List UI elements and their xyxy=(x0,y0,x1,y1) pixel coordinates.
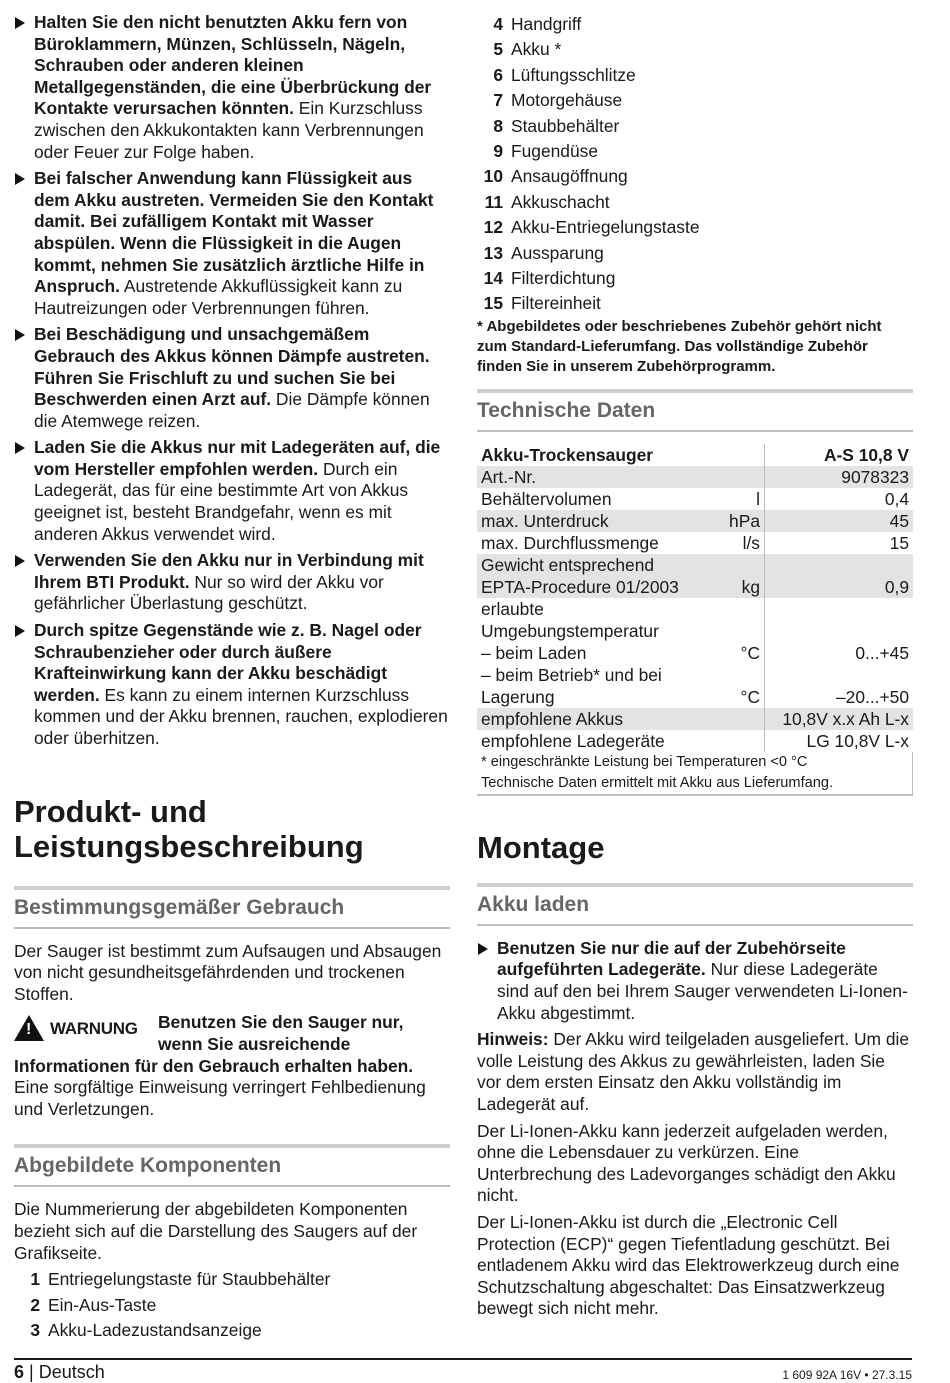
table-row: max. Durchflussmenge l/s 15 xyxy=(477,532,913,554)
page-footer xyxy=(14,1358,912,1382)
footer-language: Deutsch xyxy=(38,1362,105,1382)
footnote-temperature: * eingeschränkte Leistung bei Temperaturen <0 °C xyxy=(481,753,808,770)
list-item: 1 Entriegelungstaste für Staubbehälter xyxy=(30,1269,331,1290)
table-row: – beim Laden °C 0...+45 xyxy=(477,642,913,664)
components-intro: Die Nummerierung der abgebildeten Komponenten bezieht sich auf die Darstellung des Saugers auf der Grafikseite. xyxy=(14,1199,418,1263)
right-column xyxy=(477,12,913,1320)
table-row: empfohlene Akkus 10,8V x.x Ah L-x xyxy=(477,708,913,730)
safety-bullet-list xyxy=(14,12,450,750)
safety-bullet: Bei falscher Anwendung kann Flüssigkeit aus dem Akku austreten. Vermeiden Sie den Kontakt damit. Bei zufälligem Kontakt mit Wasser abspülen. Wenn die Flüssigkeit in die Augen kommt, nehmen Sie zusätzlich ärztliche Hilfe in Anspruch. Austretende Akkuflüssigkeit kann zu Hautreizungen oder Verbrennungen führen. xyxy=(14,168,450,319)
list-item: 10 Ansaugöffnung xyxy=(483,166,628,187)
section-title-product: Produkt- und Leistungsbeschreibung xyxy=(14,793,364,864)
bullet-triangle-icon xyxy=(15,625,25,637)
safety-bullet: Laden Sie die Akkus nur mit Ladegeräten auf, die vom Hersteller empfohlen werden. Durch ein Ladegerät, das für eine bestimmte Art von Akkus geeignet ist, besteht Brandgefahr, wenn es mit anderen Akkus verwendet wird. xyxy=(14,437,450,545)
components-list-left xyxy=(14,1267,450,1343)
table-header-row: Akku-Trockensauger A-S 10,8 V xyxy=(477,444,913,466)
use-paragraph: Der Sauger ist bestimmt zum Aufsaugen und Absaugen von nicht gesundheitsgefährdenden und trockenen Stoffen. xyxy=(14,940,442,1004)
safety-bullet: Halten Sie den nicht benutzten Akku fern von Büroklammern, Münzen, Schlüsseln, Nägeln, Schrauben oder anderen kleinen Metallgegenständen, die eine Überbrückung der Kontakte verursachen könnten. Ein Kurzschluss zwischen den Akkukontakten kann Verbrennungen oder Feuer zur Folge haben. xyxy=(14,12,450,163)
bullet-triangle-icon xyxy=(15,17,25,29)
list-item: 9 Fugendüse xyxy=(493,141,599,162)
table-row: empfohlene Ladegeräte LG 10,8V L-x xyxy=(477,730,913,752)
footer-doc-number: 1 609 92A 16V • 27.3.15 xyxy=(782,1368,912,1382)
subsection-heading-charge: Akku laden xyxy=(477,883,913,926)
list-item: 4 Handgriff xyxy=(493,14,582,34)
footer-page-info: 6 | Deutsch xyxy=(14,1362,105,1382)
warning-label: WARNUNG xyxy=(50,1018,138,1038)
table-row: Gewicht entsprechend EPTA-Procedure 01/2003 kg 0,9 xyxy=(477,554,913,598)
list-item: 11 Akkuschacht xyxy=(484,191,610,212)
list-item: 8 Staubbehälter xyxy=(493,115,620,136)
bullet-triangle-icon xyxy=(15,329,25,341)
paragraph-charging: Der Li-Ionen-Akku kann jederzeit aufgeladen werden, ohne die Lebensdauer zu verkürzen. Eine Unterbrechung des Ladevorganges schädigt den Akku nicht. xyxy=(477,1120,896,1206)
safety-bullet: Bei Beschädigung und unsachgemäßem Gebrauch des Akkus können Dämpfe austreten. Führen Sie Frischluft zu und suchen Sie bei Beschwerden einen Arzt auf. Die Dämpfe können die Atemwege reizen. xyxy=(14,324,450,432)
bullet-triangle-icon xyxy=(15,442,25,454)
table-row: Behältervolumen l 0,4 xyxy=(477,488,913,510)
list-item: 13 Aussparung xyxy=(483,242,604,263)
list-item: 2 Ein-Aus-Taste xyxy=(30,1294,157,1315)
subsection-heading-technical: Technische Daten xyxy=(477,389,913,432)
list-item: 5 Akku * xyxy=(493,39,562,60)
subsection-heading-use: Bestimmungsgemäßer Gebrauch xyxy=(14,886,450,929)
warning-block xyxy=(14,1012,450,1120)
left-column xyxy=(14,12,450,1343)
charge-bullet: Benutzen Sie nur die auf der Zubehörseite aufgeführten Ladegeräte. Nur diese Ladegeräte sind auf den bei Ihrem Sauger verwendeten Li-Ionen-Akku abgestimmt. xyxy=(477,938,913,1024)
warning-badge xyxy=(14,1013,154,1043)
components-list-right xyxy=(477,12,913,317)
bullet-triangle-icon xyxy=(15,173,25,185)
table-row: – beim Betrieb* und bei Lagerung °C –20...+50 xyxy=(477,664,913,708)
table-row: erlaubte Umgebungstemperatur xyxy=(477,598,913,642)
warning-bold-text: Benutzen Sie den Sauger nur, wenn Sie ausreichende Informationen für den Gebrauch erhalten haben. xyxy=(14,1012,414,1076)
safety-bullet: Durch spitze Gegenstände wie z. B. Nagel oder Schraubenzieher oder durch äußere Krafteinwirkung kann der Akku beschädigt werden. Es kann zu einem internen Kurzschluss kommen und der Akku brennen, rauchen, explodieren oder überhitzen. xyxy=(14,620,450,750)
list-item: 14 Filterdichtung xyxy=(483,268,616,289)
section-title-assembly: Montage xyxy=(477,829,605,865)
bullet-triangle-icon xyxy=(15,555,25,567)
page-number: 6 xyxy=(14,1362,25,1382)
paragraph-ecp: Der Li-Ionen-Akku ist durch die „Electronic Cell Protection (ECP)“ gegen Tiefentladung geschützt. Bei entladenem Akku wird das Elektrowerkzeug durch eine Schutzschaltung abgeschaltet: Das Einsatzwerkzeug bewegt sich nicht mehr. xyxy=(477,1212,900,1319)
list-item: 3 Akku-Ladezustandsanzeige xyxy=(30,1319,262,1340)
bullet-triangle-icon xyxy=(478,943,488,955)
subsection-heading-components: Abgebildete Komponenten xyxy=(14,1144,450,1187)
table-row: Art.-Nr. 9078323 xyxy=(477,466,913,488)
hint-paragraph: Hinweis: Der Akku wird teilgeladen ausgeliefert. Um die volle Leistung des Akkus zu gewährleisten, laden Sie vor dem ersten Einsatz den Akku vollständig im Ladegerät auf. xyxy=(477,1029,910,1115)
list-item: 6 Lüftungsschlitze xyxy=(493,64,636,85)
warning-text: Eine sorgfältige Einweisung verringert Fehlbedienung und Verletzungen. xyxy=(14,1077,426,1119)
warning-triangle-icon: ! xyxy=(14,1015,44,1041)
list-item: 15 Filtereinheit xyxy=(483,293,601,314)
table-row: max. Unterdruck hPa 45 xyxy=(477,510,913,532)
list-item: 12 Akku-Entriegelungstaste xyxy=(483,217,700,238)
footnote-measured: Technische Daten ermittelt mit Akku aus Lieferumfang. xyxy=(481,774,834,791)
safety-bullet: Verwenden Sie den Akku nur in Verbindung mit Ihrem BTI Produkt. Nur so wird der Akku vor gefährlicher Überlastung geschützt. xyxy=(14,550,450,615)
list-item: 7 Motorgehäuse xyxy=(493,90,623,111)
table-footnotes xyxy=(477,752,913,796)
accessory-note: * Abgebildetes oder beschriebenes Zubehör gehört nicht zum Standard-Lieferumfang. Das vollständige Zubehör finden Sie in unserem Zubehörprogramm. xyxy=(477,317,882,375)
technical-data-table xyxy=(477,444,913,752)
